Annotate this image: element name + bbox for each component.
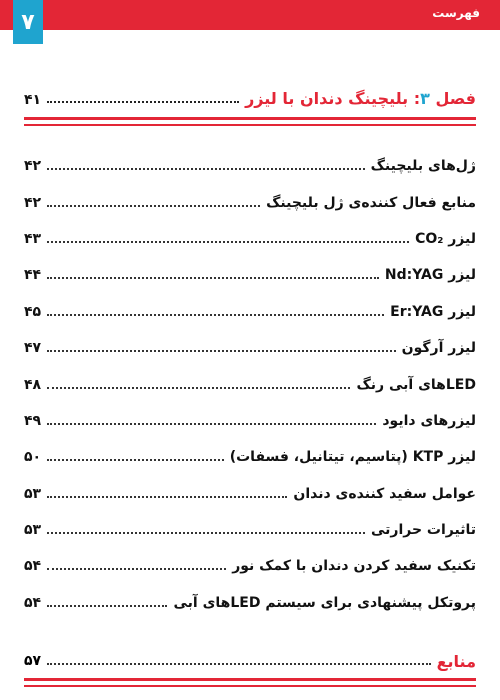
leader-dots: [47, 101, 239, 103]
entry-title: منابع فعال کننده‌ی ژل بلیچینگ: [266, 194, 476, 211]
entry-title: لیزر Er:YAG: [390, 303, 476, 320]
leader-dots: [47, 496, 287, 498]
entry-title: پروتکل پیشنهادی برای سیستم LEDهای آبی: [173, 594, 476, 611]
sources-page: ۵۷: [24, 653, 42, 669]
leader-dots: [47, 350, 396, 352]
chapter-heading[interactable]: [24, 84, 476, 108]
entry-title: لیزرهای دایود: [382, 412, 476, 429]
toc-entry[interactable]: [24, 403, 476, 439]
toc-entry[interactable]: [24, 257, 476, 293]
chapter-number: ۳: [420, 89, 430, 108]
divider-thin: [24, 124, 476, 126]
entry-page: ۴۵: [24, 303, 42, 320]
toc-list: [24, 148, 476, 621]
entry-title: لیزر آرگون: [401, 340, 476, 357]
entry-page: ۴۸: [24, 376, 42, 393]
toc-entry[interactable]: [24, 548, 476, 584]
entry-title: تاثیرات حرارتی: [370, 522, 476, 539]
chapter-page: ۴۱: [24, 92, 42, 108]
entry-page: ۴۷: [24, 340, 42, 357]
leader-dots: [47, 168, 364, 170]
divider-thick-bottom: [24, 678, 476, 681]
entry-page: ۵۳: [24, 485, 42, 502]
sources-entry[interactable]: [24, 648, 476, 674]
toc-entry[interactable]: [24, 439, 476, 475]
header-title: فهرست: [432, 6, 480, 20]
entry-page: ۵۴: [24, 558, 42, 575]
entry-page: ۴۹: [24, 412, 42, 429]
toc-entry[interactable]: [24, 476, 476, 512]
entry-title: LEDهای آبی رنگ: [356, 376, 476, 393]
toc-entry[interactable]: [24, 221, 476, 257]
leader-dots: [47, 205, 260, 207]
entry-page: ۵۳: [24, 522, 42, 539]
toc-entry[interactable]: [24, 148, 476, 184]
entry-title: لیزر Nd:YAG: [384, 267, 476, 284]
leader-dots: [47, 423, 376, 425]
divider-thin-bottom: [24, 685, 476, 687]
entry-page: ۴۴: [24, 267, 42, 284]
leader-dots: [47, 241, 409, 243]
chapter-prefix: فصل: [429, 89, 476, 108]
entry-page: ۴۲: [24, 194, 42, 211]
entry-page: ۴۲: [24, 158, 42, 175]
toc-entry[interactable]: [24, 294, 476, 330]
page-number-badge: ۷: [13, 0, 43, 44]
leader-dots: [47, 277, 379, 279]
toc-entry[interactable]: [24, 585, 476, 621]
entry-page: ۵۰: [24, 449, 42, 466]
leader-dots: [47, 459, 224, 461]
toc-entry[interactable]: [24, 366, 476, 402]
entry-title: لیزر KTP (پتاسیم، تیتانیل، فسفات): [229, 449, 476, 466]
leader-dots: [47, 532, 365, 534]
toc-entry[interactable]: [24, 330, 476, 366]
sources-title: منابع: [436, 651, 476, 671]
chapter-name: : بلیچینگ دندان با لیزر: [245, 89, 421, 108]
divider-thick: [24, 117, 476, 120]
entry-page: ۴۳: [24, 230, 42, 247]
entry-title: لیزر CO₂: [415, 230, 476, 247]
leader-dots: [47, 605, 167, 607]
leader-dots: [47, 314, 384, 316]
entry-title: ژل‌های بلیچینگ: [370, 158, 476, 175]
header-bar: [0, 0, 500, 30]
entry-title: تکنیک سفید کردن دندان با کمک نور: [232, 558, 476, 575]
entry-page: ۵۴: [24, 594, 42, 611]
chapter-title: [245, 89, 476, 108]
leader-dots: [47, 387, 350, 389]
toc-entry[interactable]: [24, 184, 476, 220]
toc-entry[interactable]: [24, 512, 476, 548]
leader-dots: [47, 663, 431, 665]
leader-dots: [47, 568, 226, 570]
entry-title: عوامل سفید کننده‌ی دندان: [293, 485, 476, 502]
